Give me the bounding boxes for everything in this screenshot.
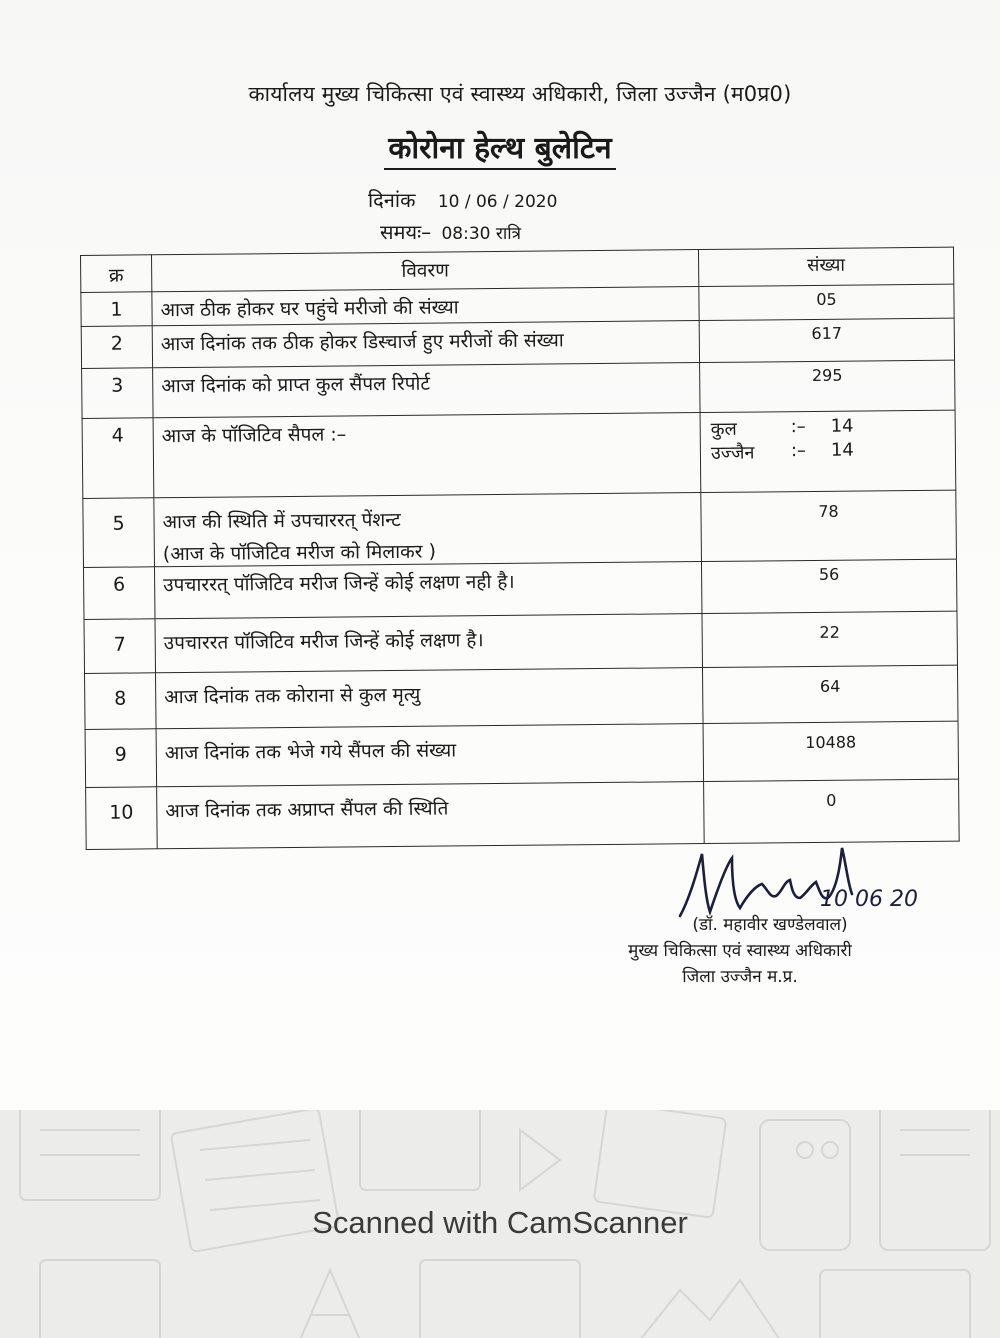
row-desc: आज दिनांक तक कोराना से कुल मृत्यु xyxy=(156,668,704,729)
positive-total-label: कुल xyxy=(710,418,737,440)
row-count: 0 xyxy=(704,779,960,843)
positive-breakdown xyxy=(701,415,955,465)
table-row xyxy=(83,559,956,619)
row-desc: उपचाररत् पॉजिटिव मरीज जिन्हें कोई लक्षण नही है। xyxy=(154,562,701,619)
row-count: 56 xyxy=(701,559,956,613)
row-desc-line2: (आज के पॉजिटिव मरीज को मिलाकर ) xyxy=(162,540,437,566)
row-desc: आज दिनांक तक अप्राप्त सैंपल की स्थिति xyxy=(157,782,705,849)
row-no: 4 xyxy=(82,418,154,499)
row-desc: उपचाररत पॉजिटिव मरीज जिन्हें कोई लक्षण है। xyxy=(155,614,702,673)
row-count: 10488 xyxy=(703,721,959,781)
date-line xyxy=(368,186,557,213)
header-no: क्र xyxy=(81,255,152,293)
date-label: दिनांक xyxy=(368,188,416,212)
positive-city-sep: :– xyxy=(790,440,807,462)
row-count xyxy=(700,410,956,492)
row-no: 5 xyxy=(83,498,155,568)
row-count: 78 xyxy=(701,490,957,561)
positive-total-value: 14 xyxy=(830,415,854,437)
table-row xyxy=(83,490,957,567)
officer-designation: मुख्य चिकित्सा एवं स्वास्थ्य अधिकारी xyxy=(628,941,852,961)
time-label: समयः– xyxy=(380,220,432,244)
bulletin-table xyxy=(80,247,960,850)
bulletin-title xyxy=(0,126,1000,167)
signature-block xyxy=(590,912,890,990)
footer-watermark-text: Scanned with CamScanner xyxy=(312,1205,688,1240)
table-row xyxy=(82,360,955,418)
positive-city xyxy=(711,439,955,465)
row-no: 3 xyxy=(82,368,153,419)
table-row xyxy=(82,410,956,498)
table-row xyxy=(84,611,957,673)
table-row xyxy=(85,665,958,729)
row-desc-line1: आज की स्थिति में उपचाररत् पेंशन्ट xyxy=(162,508,401,534)
bulletin-title-text: कोरोना हेल्थ बुलेटिन xyxy=(384,131,615,170)
positive-total xyxy=(711,415,955,441)
row-no: 7 xyxy=(84,619,156,674)
office-heading: कार्यालय मुख्य चिकित्सा एवं स्वास्थ्य अधिकारी, जिला उज्जैन (म0प्र0) xyxy=(248,82,792,106)
row-count: 22 xyxy=(702,611,958,667)
row-desc: आज दिनांक तक ठीक होकर डिस्चार्ज हुए मरीजों की संख्या xyxy=(152,321,699,368)
row-desc: आज ठीक होकर घर पहुंचे मरीजो की संख्या xyxy=(152,287,699,326)
scanner-footer xyxy=(0,1110,1000,1338)
time-line xyxy=(380,218,521,245)
officer-district: जिला उज्जैन म.प्र. xyxy=(682,967,798,987)
positive-total-sep: :– xyxy=(790,416,806,438)
table-row xyxy=(85,721,959,787)
positive-city-label: उज्जैन xyxy=(710,442,755,464)
date-value: 10 / 06 / 2020 xyxy=(437,192,558,212)
handwritten-date: 10 06 20 xyxy=(820,887,918,912)
row-count: 05 xyxy=(699,284,954,320)
row-no: 1 xyxy=(81,292,152,327)
row-desc: आज के पॉजिटिव सैपल :– xyxy=(153,413,701,498)
row-no: 10 xyxy=(86,787,158,850)
row-count: 617 xyxy=(699,318,954,362)
header-desc: विवरण xyxy=(152,250,699,292)
time-value: 08:30 रात्रि xyxy=(441,224,522,244)
row-desc: आज दिनांक को प्राप्त कुल सैंपल रिपोर्ट xyxy=(153,363,700,418)
row-count: 64 xyxy=(702,665,958,723)
row-count: 295 xyxy=(700,360,955,412)
row-no: 6 xyxy=(83,567,154,620)
row-desc: आज दिनांक तक भेजे गये सैंपल की संख्या xyxy=(156,724,704,787)
row-no: 2 xyxy=(81,326,152,369)
row-no: 8 xyxy=(85,673,157,730)
positive-city-value: 14 xyxy=(830,439,854,461)
row-no: 9 xyxy=(85,729,157,788)
header-count: संख्या xyxy=(698,247,953,286)
officer-name: (डॉ. महावीर खण्डेलवाल) xyxy=(692,915,848,935)
row-desc xyxy=(154,493,702,567)
